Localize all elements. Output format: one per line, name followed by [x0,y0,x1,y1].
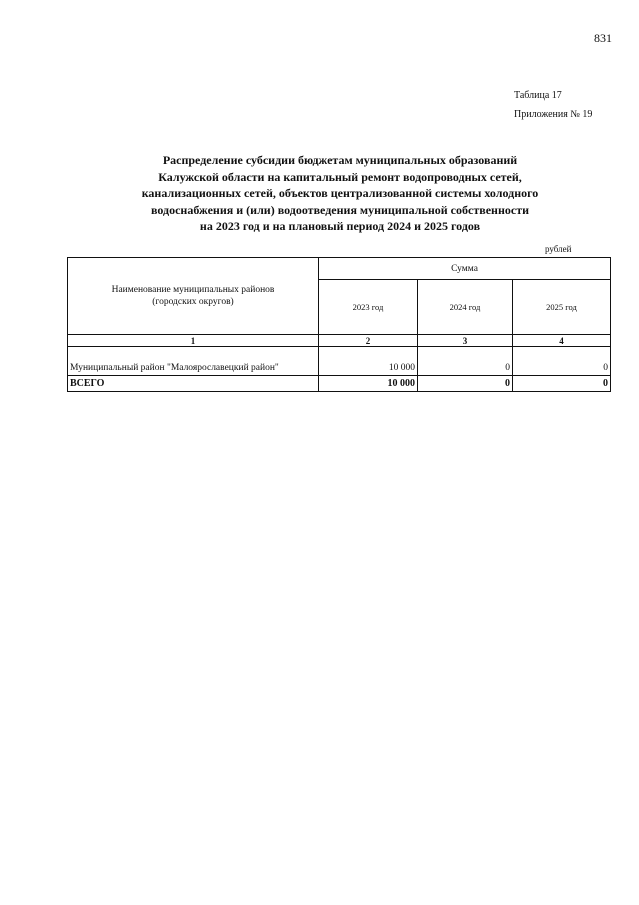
total-row [68,376,611,392]
name-header-line1: Наименование муниципальных районов [111,285,275,295]
title-line: Распределение субсидии бюджетам муниципальных образований [162,153,518,167]
subsidy-table [67,257,611,392]
column-number: 1 [68,335,319,347]
year-2025-header: 2025 год [513,280,611,335]
table-label: Таблица 17 [514,90,562,101]
total-label: ВСЕГО [68,376,319,392]
sum-column-header: Сумма [319,258,611,280]
name-header-line2: (городских округов) [152,297,234,307]
title-line: Калужской области на капитальный ремонт водопроводных сетей, [158,169,522,184]
total-2024: 0 [418,376,513,392]
column-number: 4 [513,335,611,347]
year-2024-header: 2024 год [418,280,513,335]
value-2025: 0 [513,361,611,376]
total-2023: 10 000 [319,376,418,392]
column-number-row [68,335,611,347]
title-line: канализационных сетей, объектов централизованной системы холодного [141,186,539,200]
page-number: 831 [594,31,612,45]
header-row-1 [68,258,611,280]
table-row [68,361,611,376]
spacer-row [68,347,611,362]
title-line: на 2023 год и на плановый период 2024 и 2025 годов [199,219,481,233]
column-number: 2 [319,335,418,347]
value-2023: 10 000 [319,361,418,376]
title-line: водоснабжения и (или) водоотведения муниципальной собственности [150,202,530,217]
total-2025: 0 [513,376,611,392]
name-column-header [68,258,319,335]
year-2023-header: 2023 год [319,280,418,335]
column-number: 3 [418,335,513,347]
value-2024: 0 [418,361,513,376]
district-name: Муниципальный район "Малоярославецкий район" [68,361,319,376]
appendix-label: Приложения № 19 [514,109,593,120]
units-label: рублей [545,244,572,254]
document-title [90,152,590,235]
